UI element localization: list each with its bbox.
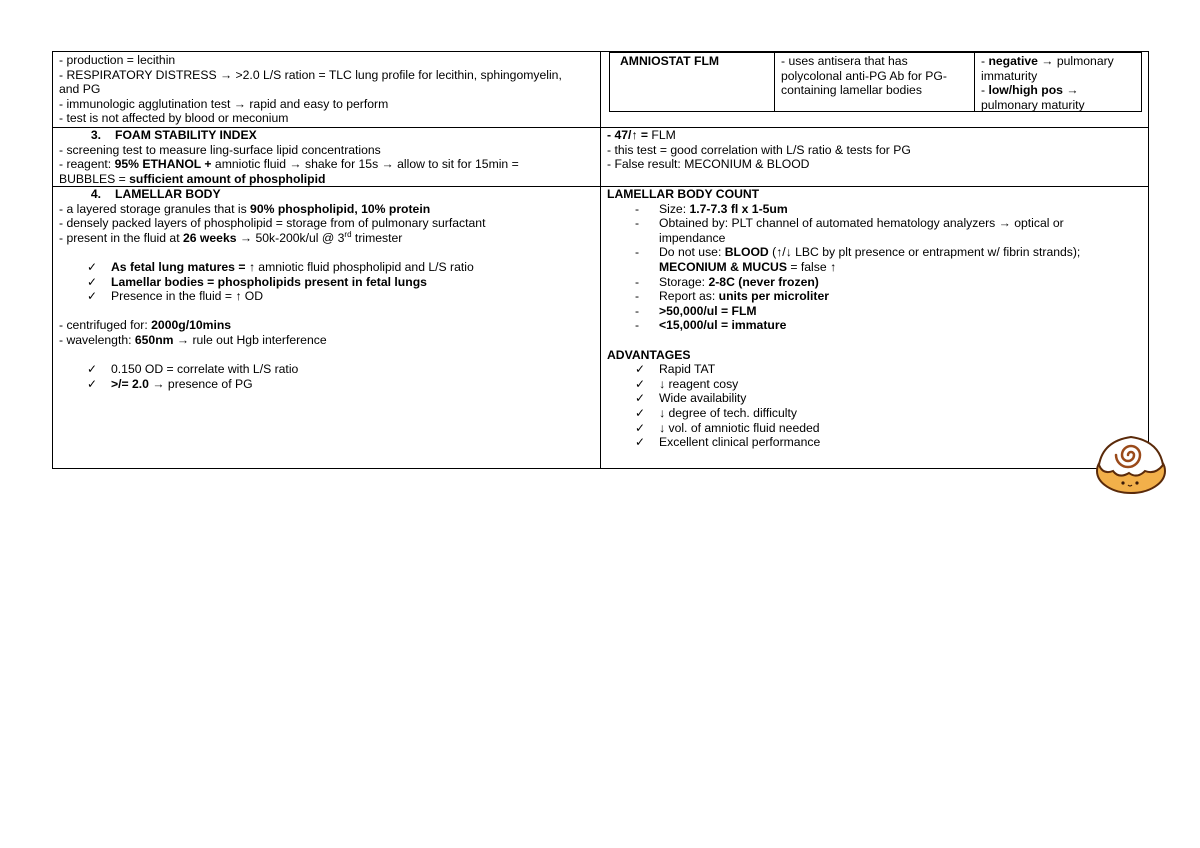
text-bold: 1.7-7.3 fl x 1-5um: [689, 201, 788, 216]
lamellar-body-section: [53, 186, 600, 392]
text-line: - False result: MECONIUM & BLOOD: [607, 157, 810, 172]
check-icon: ✓: [635, 420, 646, 435]
dash-bullet: -: [635, 216, 640, 231]
advantage-item: ↓ vol. of amniotic fluid needed: [659, 420, 820, 435]
advantage-item: Rapid TAT: [659, 362, 716, 377]
amniostat-table: [609, 52, 1142, 112]
advantage-item: ↓ degree of tech. difficulty: [659, 405, 797, 420]
text-bold: >50,000/ul = FLM: [659, 303, 757, 318]
text-bold: 2-8C (never frozen): [708, 274, 819, 289]
text-span: FLM: [647, 128, 676, 142]
text-span: - wavelength:: [59, 332, 135, 347]
text-span: → presence of PG: [148, 376, 253, 391]
check-icon: ✓: [87, 274, 98, 289]
text-span: Size:: [659, 201, 690, 216]
text-bold: MECONIUM & MUCUS: [659, 259, 787, 274]
text-span: - a layered storage granules that is: [59, 201, 251, 216]
positive-text: → pulmonary maturity: [981, 83, 1085, 112]
text-line: - test is not affected by blood or meconium: [59, 111, 289, 126]
fsi-threshold: - 47/↑ =: [607, 128, 648, 142]
cinnamon-bun-icon: [1093, 431, 1169, 497]
check-icon: ✓: [87, 289, 98, 304]
text-span: BUBBLES =: [59, 171, 130, 186]
check-icon: ✓: [635, 376, 646, 391]
text-line: - RESPIRATORY DISTRESS → >2.0 L/S ration = TLC lung profile for lecithin, sphingomyelin,: [59, 67, 562, 82]
text-line: - production = lecithin: [59, 53, 176, 67]
positive-label: low/high pos: [988, 83, 1063, 98]
text-line: - this test = good correlation with L/S ratio & tests for PG: [607, 142, 911, 157]
advantage-item: ↓ reagent cosy: [659, 376, 739, 391]
negative-text: → pulmonary immaturity: [981, 54, 1114, 83]
lamellar-body-count-section: [601, 186, 1148, 451]
text-span: Do not use:: [659, 245, 725, 260]
text-span: Storage:: [659, 274, 709, 289]
amniostat-description: - uses antisera that has polycolonal anti-PG Ab for PG-containing lamellar bodies: [781, 54, 947, 98]
text-bold: units per microliter: [718, 289, 830, 304]
advantages-title: ADVANTAGES: [607, 347, 691, 362]
text-span: amniotic fluid phospholipid and L/S ratio: [254, 259, 474, 274]
text-span: → 50k-200k/ul @ 3: [236, 230, 345, 245]
dash-text: -: [981, 54, 989, 68]
amniostat-results: [975, 53, 1141, 111]
text-span: (↑/↓ LBC by plt presence or entrapment w/ fibrin strands);: [768, 245, 1081, 260]
section-number: 3.: [90, 128, 101, 142]
check-icon: ✓: [635, 435, 646, 450]
text-bold: Lamellar bodies = phospholipids present in fetal lungs: [111, 274, 427, 289]
text-line: and PG: [59, 82, 101, 97]
amniostat-name-cell: [610, 53, 774, 111]
text-line: - immunologic agglutination test → rapid and easy to perform: [59, 96, 389, 111]
dash-bullet: -: [635, 318, 640, 333]
section-number: 4.: [90, 187, 101, 201]
text-span: Presence in the fluid = ↑ OD: [111, 289, 264, 304]
text-span: Obtained by: PLT channel of automated hematology analyzers → optical or impendance: [659, 216, 1064, 245]
dash-bullet: -: [635, 289, 640, 304]
text-span: Report as:: [659, 289, 719, 304]
dash-bullet: -: [635, 274, 640, 289]
text-span: trimester: [351, 230, 403, 245]
text-span: 0.150 OD = correlate with L/S ratio: [111, 362, 299, 377]
result-bold: sufficient amount of phospholipid: [129, 171, 326, 186]
foam-stability-results: [601, 127, 1148, 173]
text-span: - present in the fluid at: [59, 230, 183, 245]
notes-table: [52, 51, 1149, 469]
section-title: FOAM STABILITY INDEX: [115, 128, 257, 142]
check-icon: ✓: [635, 405, 646, 420]
check-icon: ✓: [87, 259, 98, 274]
composition-bold: 90% phospholipid, 10% protein: [250, 201, 431, 216]
text-bold: BLOOD: [724, 245, 769, 260]
negative-label: negative: [988, 54, 1038, 68]
text-span: → rule out Hgb interference: [173, 332, 327, 347]
reagent-bold: 95% ETHANOL +: [114, 157, 212, 172]
lecithin-notes: [53, 52, 600, 127]
dash-bullet: -: [635, 245, 640, 260]
dash-text: -: [981, 83, 989, 98]
text-bold: As fetal lung matures = ↑: [111, 259, 255, 274]
text-span: = false ↑: [786, 259, 837, 274]
check-icon: ✓: [635, 391, 646, 406]
text-bold: <15,000/ul = immature: [659, 318, 787, 333]
text-bold: 650nm: [134, 332, 174, 347]
check-icon: ✓: [87, 362, 98, 377]
section-title: LAMELLAR BODY COUNT: [607, 187, 760, 201]
check-icon: ✓: [635, 362, 646, 377]
amniostat-name: AMNIOSTAT FLM: [620, 54, 720, 68]
text-span: - centrifuged for:: [59, 318, 152, 333]
check-icon: ✓: [87, 376, 98, 391]
text-bold: 2000g/10mins: [151, 318, 232, 333]
weeks-bold: 26 weeks: [182, 230, 237, 245]
text-line: - densely packed layers of phospholipid = storage from of pulmonary surfactant: [59, 216, 486, 231]
foam-stability-section: [53, 127, 600, 187]
section-title: LAMELLAR BODY: [115, 187, 221, 201]
dash-bullet: -: [635, 201, 640, 216]
text-bold: >/= 2.0: [111, 376, 149, 391]
dash-bullet: -: [635, 303, 640, 318]
advantage-item: Wide availability: [659, 391, 747, 406]
advantage-item: Excellent clinical performance: [659, 435, 821, 450]
text-line: - screening test to measure ling-surface lipid concentrations: [59, 142, 381, 157]
superscript: rd: [344, 229, 352, 239]
text-span: - reagent:: [59, 157, 115, 172]
text-span: amniotic fluid → shake for 15s → allow to sit for 15min =: [211, 157, 519, 172]
